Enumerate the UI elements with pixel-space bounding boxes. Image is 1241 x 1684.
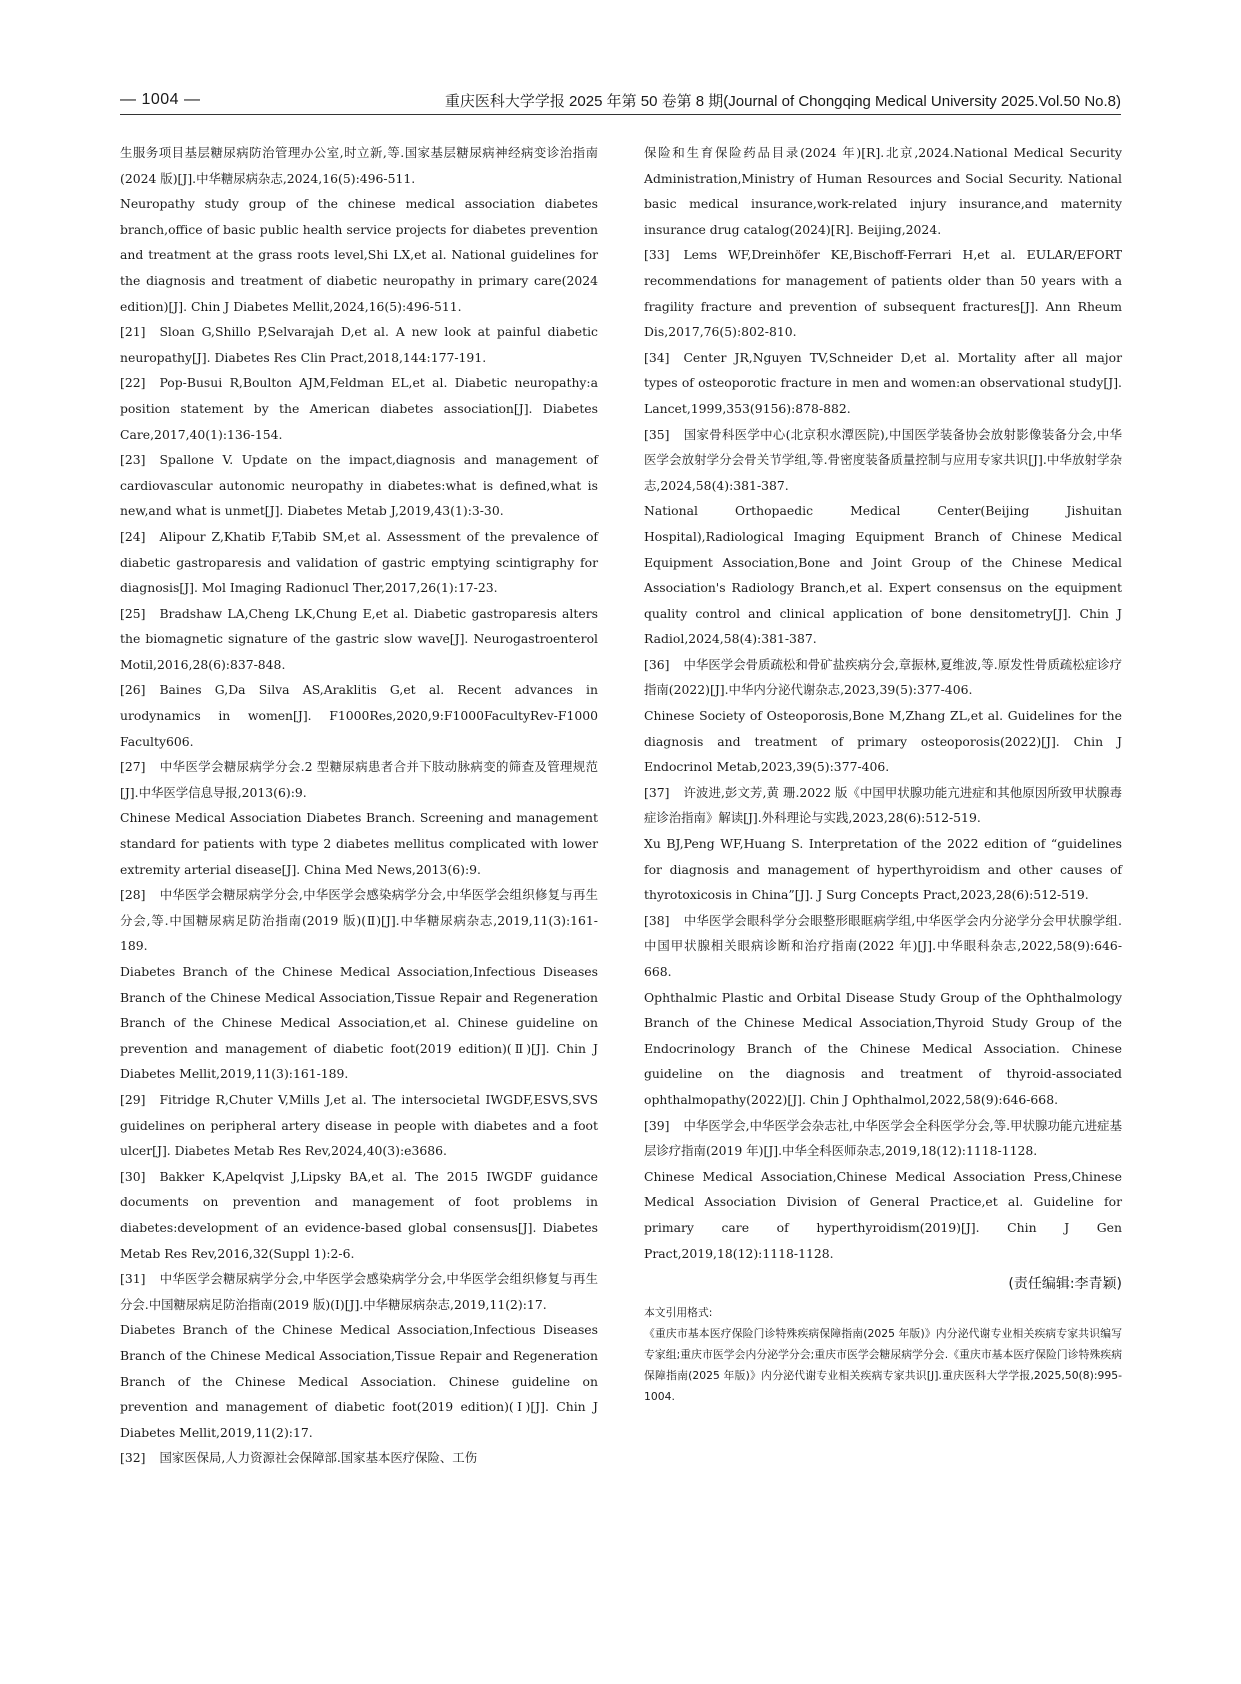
reference-item bbox=[120, 882, 598, 959]
reference-number: [32] bbox=[120, 1450, 146, 1466]
reference-item bbox=[644, 908, 1122, 985]
reference-number: [36] bbox=[644, 656, 670, 672]
reference-item bbox=[120, 601, 598, 678]
reference-item bbox=[120, 1164, 598, 1266]
reference-translation bbox=[644, 498, 1122, 652]
reference-text: Neuropathy study group of the chinese medical association diabetes branch,office of basic public health service projects for diabetes prevention and treatment at the grass roots level,Shi LX,et al. National guidelines for the diagnosis and treatment of diabetic neuropathy in primary care(2024 edition)[J]. Chin J Diabetes Mellit,2024,16(5):496-511. bbox=[120, 196, 598, 314]
reference-translation bbox=[644, 1164, 1122, 1266]
reference-text: Bradshaw LA,Cheng LK,Chung E,et al. Diabetic gastroparesis alters the biomagnetic signature of the gastric slow wave[J]. Neurogastroenterol Motil,2016,28(6):837-848. bbox=[120, 605, 598, 672]
reference-number: [30] bbox=[120, 1168, 146, 1184]
reference-item bbox=[644, 345, 1122, 422]
reference-number: [39] bbox=[644, 1117, 670, 1133]
citation-label: 本文引用格式: bbox=[644, 1305, 713, 1319]
running-title: 重庆医科大学学报 2025 年第 50 卷第 8 期(Journal of Chongqing Medical University 2025.Vol.50 No.8) bbox=[444, 92, 1121, 110]
reference-text: Chinese Medical Association Diabetes Branch. Screening and management standard for patients with type 2 diabetes mellitus complicated with lower extremity arterial disease[J]. China Med News,2013(6):9. bbox=[120, 810, 598, 877]
reference-text: 生服务项目基层糖尿病防治管理办公室,时立新,等.国家基层糖尿病神经病变诊治指南(2024 版)[J].中华糖尿病杂志,2024,16(5):496-511. bbox=[120, 145, 598, 186]
reference-text: 中华医学会,中华医学会杂志社,中华医学会全科医学分会,等.甲状腺功能亢进症基层诊疗指南(2019 年)[J].中华全科医师杂志,2019,18(12):1118-1128. bbox=[644, 1117, 1122, 1159]
reference-item bbox=[120, 1087, 598, 1164]
reference-number: [34] bbox=[644, 349, 670, 365]
reference-text: Diabetes Branch of the Chinese Medical Association,Infectious Diseases Branch of the Chinese Medical Association,Tissue Repair and Regeneration Branch of the Chinese Medical Association. Chinese guideline on prevention and management of diabetic foot(2019 edition)(Ⅰ)[J]. Chin J Diabetes Mellit,2019,11(2):17. bbox=[120, 1322, 598, 1440]
reference-number: [23] bbox=[120, 452, 146, 468]
reference-item bbox=[120, 319, 598, 370]
reference-number: [38] bbox=[644, 912, 670, 928]
reference-text: 国家医保局,人力资源社会保障部.国家基本医疗保险、工伤 bbox=[159, 1450, 478, 1466]
reference-text: Chinese Medical Association,Chinese Medical Association Press,Chinese Medical Association Division of General Practice,et al. Guideline for primary care of hyperthyroidism(2019)[J]. Chin J Gen Pract,2019,18(12):1118-1128. bbox=[644, 1168, 1122, 1261]
reference-translation bbox=[120, 805, 598, 882]
reference-number: [37] bbox=[644, 784, 670, 800]
reference-translation bbox=[644, 140, 1122, 242]
reference-number: [24] bbox=[120, 528, 146, 544]
header-divider bbox=[120, 114, 1121, 115]
reference-text: Spallone V. Update on the impact,diagnosis and management of cardiovascular autonomic neuropathy in diabetes:what is defined,what is new,and what is unmet[J]. Diabetes Metab J,2019,43(1):3-30. bbox=[120, 452, 598, 519]
reference-text: Sloan G,Shillo P,Selvarajah D,et al. A new look at painful diabetic neuropathy[J]. Diabetes Res Clin Pract,2018,144:177-191. bbox=[120, 324, 598, 365]
reference-number: [21] bbox=[120, 324, 146, 340]
reference-number: [35] bbox=[644, 426, 670, 442]
reference-item bbox=[120, 1445, 598, 1471]
reference-text: Alipour Z,Khatib F,Tabib SM,et al. Assessment of the prevalence of diabetic gastroparesis and validation of gastric emptying scintigraphy for diagnosis[J]. Mol Imaging Radionucl Ther,2017,26(1):17-23. bbox=[120, 528, 598, 596]
reference-number: [22] bbox=[120, 375, 146, 391]
reference-item bbox=[120, 754, 598, 805]
reference-number: [33] bbox=[644, 247, 670, 263]
page-number: — 1004 — bbox=[120, 91, 201, 108]
reference-number: [28] bbox=[120, 887, 146, 903]
reference-item bbox=[644, 780, 1122, 831]
reference-item bbox=[644, 1113, 1122, 1164]
reference-text: Center JR,Nguyen TV,Schneider D,et al. Mortality after all major types of osteoporotic fracture in men and women:an observational study[J]. Lancet,1999,353(9156):878-882. bbox=[644, 349, 1122, 416]
left-column bbox=[120, 140, 598, 1471]
reference-item bbox=[120, 677, 598, 754]
reference-text: 国家骨科医学中心(北京积水潭医院),中国医学装备协会放射影像装备分会,中华医学会放射学分会骨关节学组,等.骨密度装备质量控制与应用专家共识[J].中华放射学杂志,2024,58(4):381-387. bbox=[644, 426, 1122, 493]
right-reference-list bbox=[644, 140, 1122, 1266]
reference-text: National Orthopaedic Medical Center(Beijing Jishuitan Hospital),Radiological Imaging Equipment Branch of Chinese Medical Equipment Association,Bone and Joint Group of the Chinese Medical Association's Radiology Branch,et al. Expert consensus on the equipment quality control and clinical application of bone densitometry[J]. Chin J Radiol,2024,58(4):381-387. bbox=[644, 503, 1122, 647]
reference-text: Fitridge R,Chuter V,Mills J,et al. The intersocietal IWGDF,ESVS,SVS guidelines on peripheral artery disease in people with diabetes and a foot ulcer[J]. Diabetes Metab Res Rev,2024,40(3):e3686. bbox=[120, 1091, 598, 1159]
reference-text: 保险和生育保险药品目录(2024 年)[R].北京,2024.National Medical Security Administration,Ministry of Human Resources and Social Security. National basic medical insurance,work-related injury insurance,and maternity insurance drug catalog(2024)[R]. Beijing,2024. bbox=[644, 145, 1122, 237]
reference-text: Lems WF,Dreinhöfer KE,Bischoff-Ferrari H,et al. EULAR/EFORT recommendations for management of patients older than 50 years with a fragility fracture and prevention of subsequent fractures[J]. Ann Rheum Dis,2017,76(5):802-810. bbox=[644, 247, 1122, 340]
reference-translation bbox=[120, 140, 598, 191]
reference-number: [29] bbox=[120, 1091, 146, 1107]
citation-text: 《重庆市基本医疗保险门诊特殊疾病保障指南(2025 年版)》内分泌代谢专业相关疾病专家共识编写专家组;重庆市医学会内分泌学分会;重庆市医学会糖尿病学分会.《重庆市基本医疗保险门诊特殊疾病保障指南(2025 年版)》内分泌代谢专业相关疾病专家共识[J].重庆医科大学学报,2025,50(8):995-1004. bbox=[644, 1326, 1122, 1403]
citation-block bbox=[644, 1302, 1122, 1407]
editor-note: (责任编辑:李青颖) bbox=[1008, 1276, 1122, 1293]
reference-translation bbox=[120, 191, 598, 319]
reference-translation bbox=[120, 1317, 598, 1445]
reference-translation bbox=[644, 703, 1122, 780]
reference-number: [27] bbox=[120, 759, 146, 775]
reference-translation bbox=[644, 985, 1122, 1113]
reference-text: 中华医学会糖尿病学分会.2 型糖尿病患者合并下肢动脉病变的筛查及管理规范[J].中华医学信息导报,2013(6):9. bbox=[120, 759, 598, 800]
reference-text: 中华医学会眼科学分会眼整形眼眶病学组,中华医学会内分泌学分会甲状腺学组.中国甲状腺相关眼病诊断和治疗指南(2022 年)[J].中华眼科杂志,2022,58(9):646-668. bbox=[644, 912, 1122, 979]
reference-number: [26] bbox=[120, 682, 146, 698]
reference-text: Xu BJ,Peng WF,Huang S. Interpretation of the 2022 edition of “guidelines for diagnosis and management of hyperthyroidism and other causes of thyrotoxicosis in China”[J]. J Surg Concepts Pract,2023,28(6):512-519. bbox=[644, 836, 1122, 903]
reference-text: 中华医学会骨质疏松和骨矿盐疾病分会,章振林,夏维波,等.原发性骨质疏松症诊疗指南(2022)[J].中华内分泌代谢杂志,2023,39(5):377-406. bbox=[644, 656, 1122, 698]
reference-text: 中华医学会糖尿病学分会,中华医学会感染病学分会,中华医学会组织修复与再生分会,等.中国糖尿病足防治指南(2019 版)(Ⅱ)[J].中华糖尿病杂志,2019,11(3):161-189. bbox=[120, 887, 598, 954]
right-column bbox=[644, 140, 1122, 1407]
reference-text: 中华医学会糖尿病学分会,中华医学会感染病学分会,中华医学会组织修复与再生分会.中国糖尿病足防治指南(2019 版)(Ⅰ)[J].中华糖尿病杂志,2019,11(2):17. bbox=[120, 1271, 598, 1312]
reference-item bbox=[120, 1266, 598, 1317]
reference-item bbox=[644, 242, 1122, 344]
reference-item bbox=[120, 524, 598, 601]
reference-text: Ophthalmic Plastic and Orbital Disease Study Group of the Ophthalmology Branch of the Chinese Medical Association,Thyroid Study Group of the Endocrinology Branch of the Chinese Medical Association. Chinese guideline on the diagnosis and treatment of thyroid-associated ophthalmopathy(2022)[J]. Chin J Ophthalmol,2022,58(9):646-668. bbox=[644, 989, 1122, 1107]
reference-text: Baines G,Da Silva AS,Araklitis G,et al. Recent advances in urodynamics in women[J]. F1000Res,2020,9:F1000FacultyRev-F1000 Faculty606. bbox=[120, 682, 598, 749]
reference-text: 许波进,彭文芳,黄 珊.2022 版《中国甲状腺功能亢进症和其他原因所致甲状腺毒症诊治指南》解读[J].外科理论与实践,2023,28(6):512-519. bbox=[644, 784, 1122, 826]
reference-item bbox=[644, 652, 1122, 703]
reference-number: [25] bbox=[120, 605, 146, 621]
reference-text: Chinese Society of Osteoporosis,Bone M,Zhang ZL,et al. Guidelines for the diagnosis and treatment of primary osteoporosis(2022)[J]. Chin J Endocrinol Metab,2023,39(5):377-406. bbox=[644, 708, 1122, 775]
reference-text: Diabetes Branch of the Chinese Medical Association,Infectious Diseases Branch of the Chinese Medical Association,Tissue Repair and Regeneration Branch of the Chinese Medical Association,et al. Chinese guideline on prevention and management of diabetic foot(2019 edition)(Ⅱ)[J]. Chin J Diabetes Mellit,2019,11(3):161-189. bbox=[120, 964, 598, 1082]
reference-number: [31] bbox=[120, 1271, 146, 1287]
reference-item bbox=[120, 447, 598, 524]
reference-text: Bakker K,Apelqvist J,Lipsky BA,et al. The 2015 IWGDF guidance documents on prevention and management of foot problems in diabetes:development of an evidence-based global consensus[J]. Diabetes Metab Res Rev,2016,32(Suppl 1):2-6. bbox=[120, 1168, 598, 1261]
reference-text: Pop-Busui R,Boulton AJM,Feldman EL,et al. Diabetic neuropathy:a position statement by the American diabetes association[J]. Diabetes Care,2017,40(1):136-154. bbox=[120, 375, 598, 442]
reference-item bbox=[120, 370, 598, 447]
reference-translation bbox=[120, 959, 598, 1087]
page-header bbox=[120, 86, 1121, 114]
reference-translation bbox=[644, 831, 1122, 908]
reference-item bbox=[644, 422, 1122, 499]
